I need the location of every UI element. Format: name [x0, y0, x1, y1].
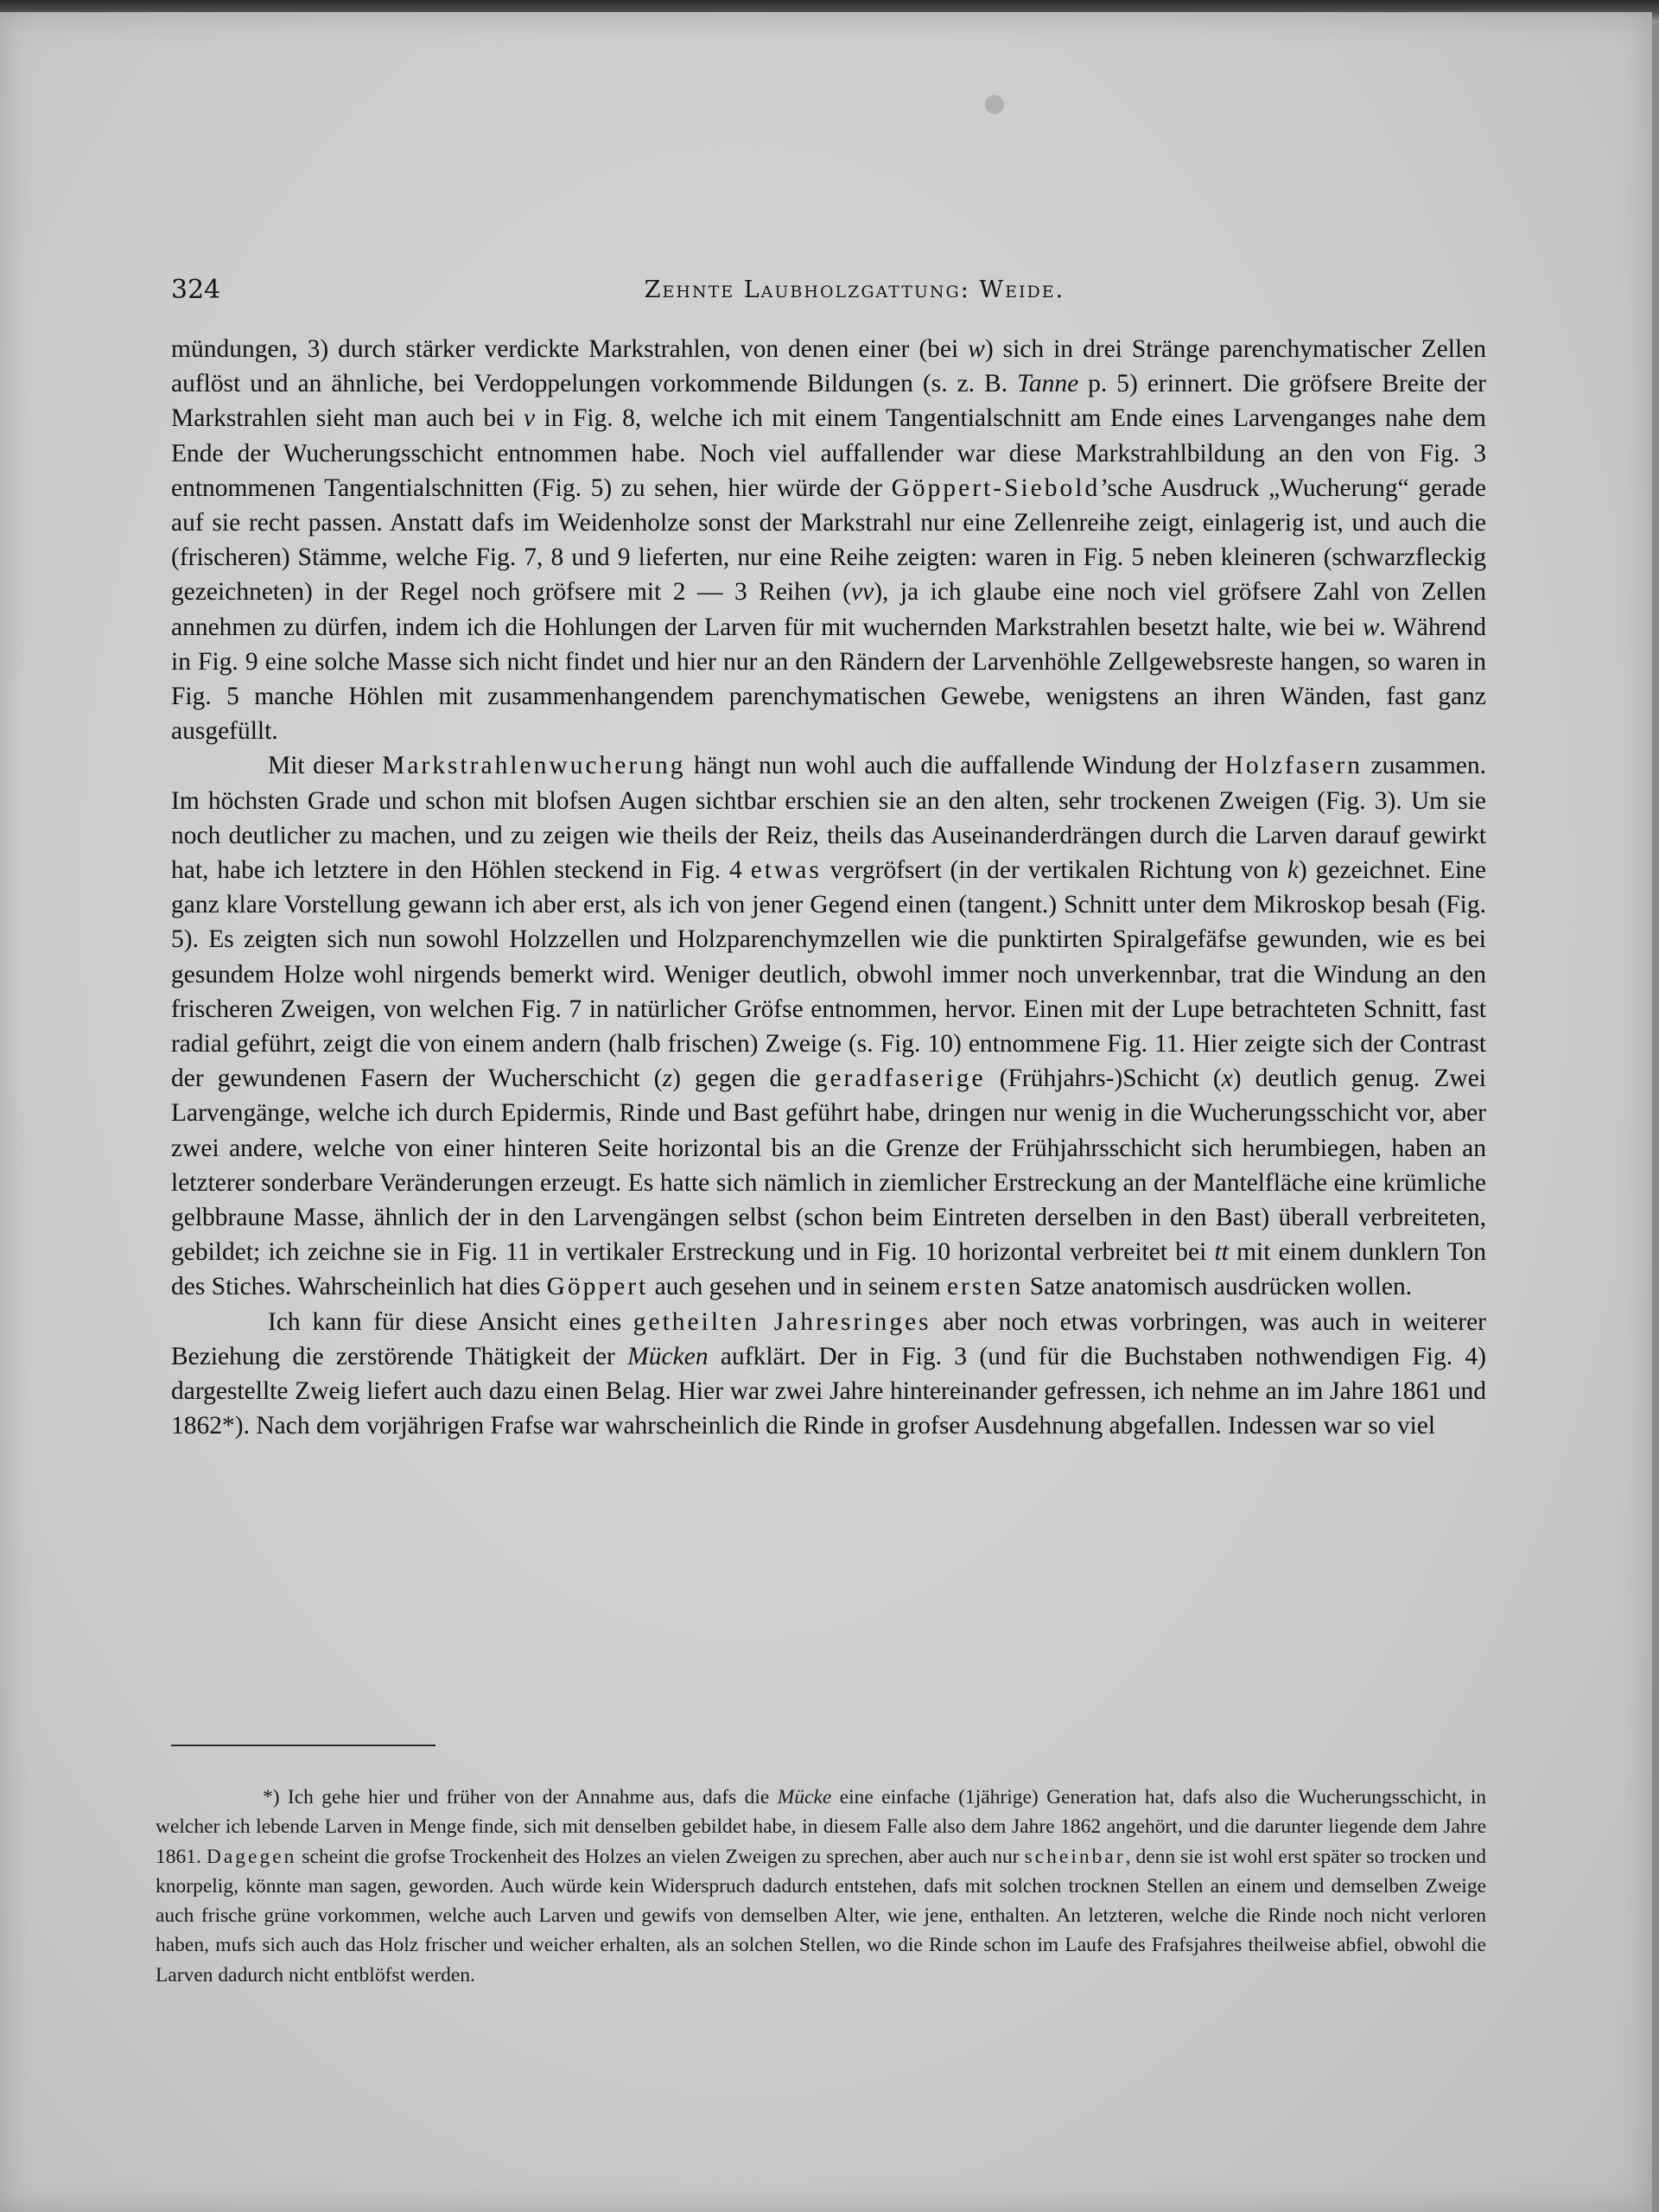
footnote-rule — [171, 1745, 435, 1746]
spaced-name: Göppert-Siebold — [891, 474, 1101, 502]
paragraph-1 — [171, 332, 1486, 748]
italic-letter: tt — [1214, 1238, 1229, 1267]
text-run: Ich kann für diese Ansicht eines — [268, 1307, 633, 1336]
spaced-term: Dagegen — [206, 1845, 297, 1868]
text-run: eine einfache (1jährige) Generation hat, dafs also die Wucherungsschicht, in welcher ich lebende Larven in Menge finde, sich mit denselben gebildet habe, in diesem Falle also dem Jahre 1862 angehört, und die darunter liegende dem Jahre 1861. — [156, 1786, 1486, 1868]
text-run: p. 5) erinnert. Die gröfsere Breite der Markstrahlen sieht man auch bei — [171, 370, 1486, 433]
text-run: ) gegen die — [672, 1065, 815, 1093]
text-run: ) sich in drei Stränge parenchymatischer Zellen auflöst und an ähnliche, bei Verdoppelungen vorkommende Bildungen (s. z. B. — [171, 335, 1486, 398]
page-header — [171, 275, 1486, 313]
running-head: Zehnte Laubholzgattung: Weide. — [644, 276, 1065, 303]
paper-stain — [985, 95, 1004, 114]
italic-letter: w — [1362, 613, 1380, 641]
italic-letter: x — [1221, 1065, 1233, 1093]
text-run: Satze anatomisch ausdrücken wollen. — [1023, 1273, 1413, 1301]
text-run: (Frühjahrs-)Schicht ( — [985, 1065, 1222, 1093]
italic-term: Mücke — [777, 1786, 832, 1808]
text-run: ), ja ich glaube eine noch viel gröfsere Zahl von Zellen annehmen zu dürfen, indem ich die Hohlungen der Larven für mit wuchernden Markstrahlen besetzt halte, wie bei — [171, 578, 1487, 641]
spaced-term: getheilten Jahresringes — [632, 1307, 931, 1336]
italic-letter: z — [662, 1065, 673, 1093]
spaced-term: ersten — [946, 1273, 1024, 1301]
footnote — [156, 1783, 1486, 1990]
italic-letter: v — [523, 404, 536, 433]
paragraph-3 — [171, 1305, 1486, 1444]
text-run: ’sche Ausdruck „Wucherung“ gerade auf sie recht passen. Anstatt dafs im Weidenholze sonst der Markstrahl nur eine Zellenreihe zeigt, einlagerig ist, und auch die (frischeren) Stämme, welche Fig. 7, 8 und 9 lieferten, nur eine Reihe zeigten: waren in Fig. 5 neben kleineren (schwarzfleckig gezeichneten) in der Regel noch gröfsere mit 2 — 3 Reihen ( — [171, 474, 1486, 607]
spaced-term: Holzfasern — [1224, 752, 1363, 780]
spaced-term: etwas — [750, 856, 822, 885]
text-run: mündungen, 3) durch stärker verdickte Markstrahlen, von denen einer (bei — [171, 335, 969, 363]
text-run: *) Ich gehe hier und früher von der Annahme aus, dafs die — [263, 1786, 778, 1808]
footnote-text — [156, 1783, 1486, 1990]
text-run: , denn sie ist wohl erst später so trocken und knorpelig, könnte man sagen, geworden. Auch würde kein Widerspruch dadurch entstehen, dafs mit solchen trocknen Stellen an einem und demselben Zweige auch frische grüne vorkommen, welche auch Larven und gewifs von demselben Alter, wie jene, enthalten. An letzteren, welche die Rinde noch nicht verloren haben, mufs sich auch das Holz frischer und weicher erhalten, als an solchen Stellen, wo die Rinde schon im Laufe des Frafsjahres theilweise abfiel, obwohl die Larven dadurch nicht entblöfst werden. — [156, 1845, 1487, 1986]
spaced-term: scheinbar — [1024, 1845, 1126, 1868]
italic-letter: vv — [851, 578, 874, 607]
page-number: 324 — [171, 275, 221, 305]
text-run: ) gezeichnet. Eine ganz klare Vorstellung gewann ich aber erst, als ich von jener Gegend einen (tangent.) Schnitt unter dem Mikroskop besah (Fig. 5). Es zeigten sich nun sowohl Holzzellen und Holzparenchymzellen wie die punktirten Spiralgefäfse gewunden, wie es bei gesundem Holze wohl nirgends bemerkt wird. Weniger deutlich, obwohl immer noch unverkennbar, trat die Windung an den frischeren Zweigen, von welchen Fig. 7 in natürlicher Gröfse entnommen, hervor. Einen mit der Lupe betrachteten Schnitt, fast radial geführt, zeigt die von einem andern (halb frischen) Zweige (s. Fig. 10) entnommene Fig. 11. Hier zeigte sich der Contrast der gewundenen Fasern der Wucherschicht ( — [171, 856, 1486, 1093]
body-text — [171, 332, 1486, 1444]
text-run: hängt nun wohl auch die auffallende Windung der — [685, 752, 1225, 780]
text-run: aber noch etwas vorbringen, was auch in weiterer Beziehung die zerstörende Thätigkeit der — [171, 1307, 1487, 1370]
spaced-name: Göppert — [546, 1273, 649, 1301]
text-run: Mit dieser — [268, 752, 383, 780]
italic-letter: k — [1287, 856, 1299, 885]
spaced-term: Markstrahlenwucherung — [382, 752, 686, 780]
italic-term: Mücken — [627, 1342, 709, 1370]
text-run: auch gesehen und in seinem — [648, 1273, 947, 1301]
text-run: . Während in Fig. 9 eine solche Masse sich nicht findet und hier nur an den Rändern der Larvenhöhle Zellgewebsreste hangen, so waren in Fig. 5 manche Höhlen mit zusammenhangendem parenchymatischen Gewebe, wenigstens an ihren Wänden, fast ganz ausgefüllt. — [171, 613, 1486, 746]
text-run: aufklärt. Der in Fig. 3 (und für die Buchstaben nothwendigen Fig. 4) dargestellte Zweig liefert auch dazu einen Belag. Hier war zwei Jahre hintereinander gefressen, ich nehme an im Jahre 1861 und 1862*). Nach dem vorjährigen Frafse war wahrscheinlich die Rinde in grofser Ausdehnung abgefallen. Indessen war so viel — [171, 1342, 1487, 1440]
text-run: scheint die grofse Trockenheit des Holzes an vielen Zweigen zu sprechen, aber auch nur — [296, 1845, 1025, 1868]
text-run: vergröfsert (in der vertikalen Richtung von — [821, 856, 1287, 885]
paragraph-2 — [171, 748, 1486, 1304]
italic-letter: w — [968, 335, 985, 363]
text-run: ) deutlich genug. Zwei Larvengänge, welche ich durch Epidermis, Rinde und Bast geführt habe, dringen nur wenig in die Wucherungsschicht vor, aber zwei andere, welche von einer hinteren Seite horizontal bis an die Grenze der Frühjahrsschicht sich herumbiegen, haben an letzterer sonderbare Veränderungen erzeugt. Es hatte sich nämlich in ziemlicher Erstreckung an der Mantelfläche eine krümliche gelbbraune Masse, ähnlich der in den Larvengängen selbst (schon beim Eintreten derselben in den Bast) überall verbreiteten, gebildet; ich zeichne sie in Fig. 11 in vertikaler Erstreckung und in Fig. 10 horizontal verbreitet bei — [171, 1065, 1486, 1267]
italic-term: Tanne — [1017, 370, 1079, 398]
text-run: mit einem dunklern Ton des Stiches. Wahrscheinlich hat dies — [171, 1238, 1486, 1301]
text-run: in Fig. 8, welche ich mit einem Tangentialschnitt am Ende eines Larvenganges nahe dem Ende der Wucherungsschicht entnommen habe. Noch viel auffallender war diese Markstrahlbildung an den von Fig. 3 entnommenen Tangentialschnitten (Fig. 5) zu sehen, hier würde der — [171, 404, 1486, 502]
text-run: zusammen. Im höchsten Grade und schon mit blofsen Augen sichtbar erschien sie an den alten, sehr trockenen Zweigen (Fig. 3). Um sie noch deutlicher zu machen, und zu zeigen wie theils der Reiz, theils das Auseinanderdrängen durch die Larven darauf gewirkt hat, habe ich letztere in den Höhlen steckend in Fig. 4 — [171, 752, 1487, 885]
spaced-term: geradfaserige — [814, 1065, 986, 1093]
